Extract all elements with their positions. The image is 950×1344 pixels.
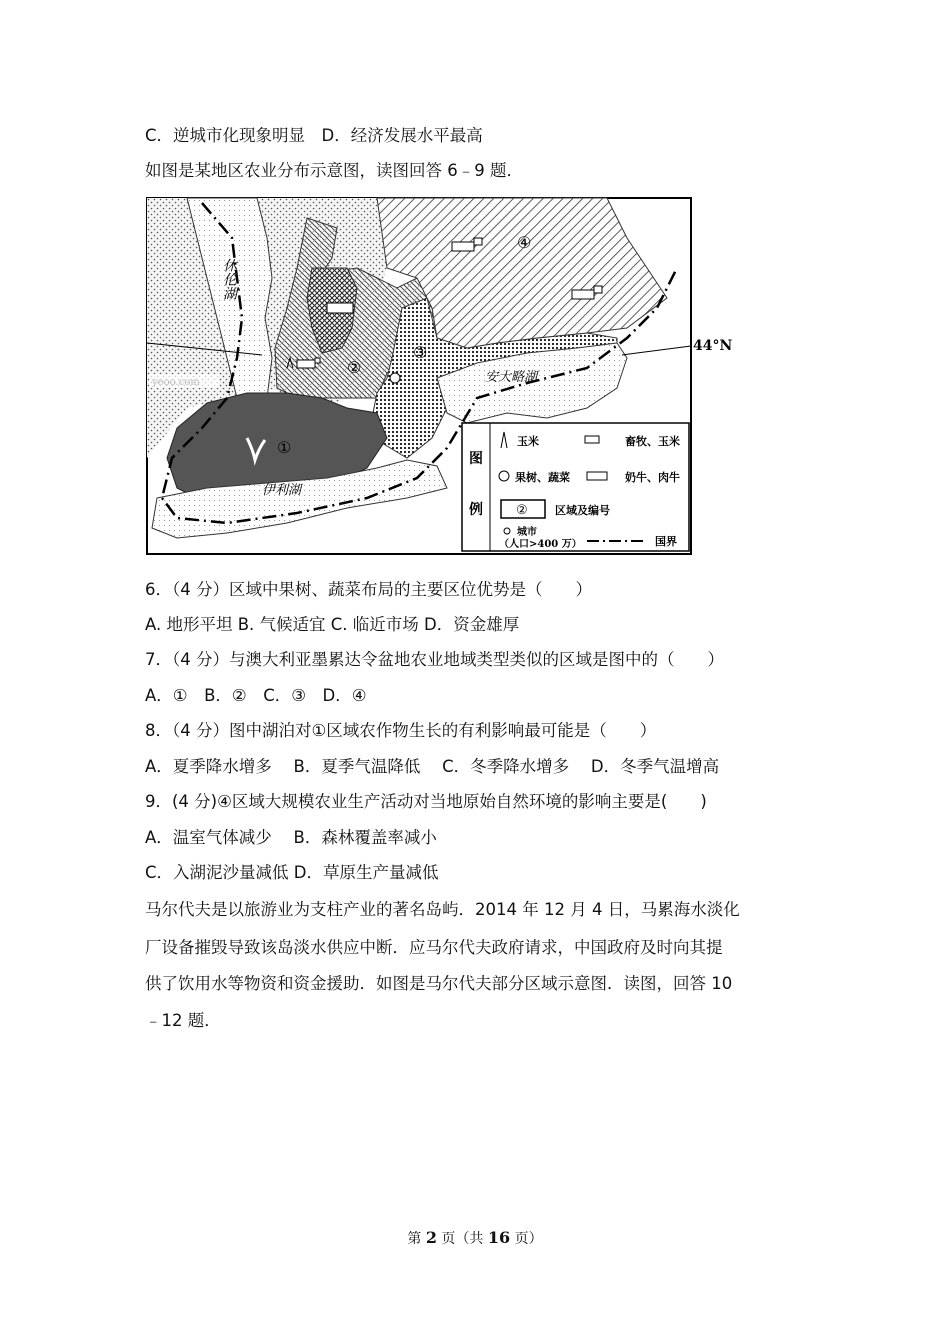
label-lake-ontario: 安大略湖 [485,370,538,385]
maldives-paragraph-3: 供了饮用水等物资和资金援助．如图是马尔代夫部分区域示意图．读图，回答 10 [145,974,733,993]
maldives-paragraph-1: 马尔代夫是以旅游业为支柱产业的著名岛屿．2014 年 12 月 4 日，马累海水淡化 [145,900,740,919]
question-9-options-cd: C．入湖泥沙量减低 D．草原生产量减低 [145,863,439,882]
legend-dairy-beef: 奶牛、肉牛 [625,471,680,484]
legend-border: 国界 [655,535,677,548]
question-8: 8．（4 分）图中湖泊对①区域农作物生长的有利影响最可能是（ ） [145,721,657,740]
question-7-options: A．① B．② C．③ D．④ [145,686,367,705]
fruit-icon [499,471,509,481]
question-9: 9．(4 分)④区域大规模农业生产活动对当地原始自然环境的影响主要是( ) [145,792,707,811]
legend [462,423,689,551]
livestock-corn-icon [585,436,599,443]
watermark-text: yeoo.com [152,377,200,388]
label-latitude: 44°N [693,338,733,354]
label-region-2: ② [347,358,362,377]
label-region-1: ① [277,438,292,457]
legend-fruit-veg: 果树、蔬菜 [515,471,570,484]
maldives-paragraph-2: 厂设备摧毁导致该岛淡水供应中断．应马尔代夫政府请求，中国政府及时向其提 [145,938,723,957]
legend-city: 城市 [517,527,537,538]
legend-title-2: 例 [469,502,483,518]
footer-pre: 第 [407,1231,426,1247]
option-line-c-d: C．逆城市化现象明显 D．经济发展水平最高 [145,126,483,145]
legend-region-sample: ② [516,503,528,518]
page-footer [0,1228,950,1248]
footer-post: 页） [510,1231,543,1247]
question-8-options: A．夏季降水增多 B．夏季气温降低 C．冬季降水增多 D．冬季气温增高 [145,757,720,776]
legend-corn: 玉米 [517,435,539,448]
legend-title-1: 图 [469,451,483,467]
question-9-options-ab: A．温室气体减少 B．森林覆盖率减小 [145,828,437,847]
maldives-paragraph-4: ﹣12 题． [145,1011,221,1030]
question-6: 6．（4 分）区域中果树、蔬菜布局的主要区位优势是（ ） [145,580,592,599]
label-region-4: ④ [517,233,532,252]
legend-region-no: 区域及编号 [555,504,610,517]
legend-city-pop: （人口>400 万） [499,539,582,550]
label-region-3: ③ [413,343,428,362]
city-symbol [390,373,400,383]
dairy-icon [587,472,607,480]
footer-page-number: 2 [425,1228,437,1247]
fruit-veg-symbol [327,303,353,313]
legend-livestock-corn: 畜牧、玉米 [625,435,680,448]
question-7: 7．（4 分）与澳大利亚墨累达令盆地农业地域类型类似的区域是图中的（ ） [145,650,724,669]
label-lake-erie: 伊利湖 [262,483,302,498]
question-6-options: A. 地形平坦 B. 气候适宜 C. 临近市场 D．资金雄厚 [145,615,520,634]
city-icon [504,528,510,534]
footer-mid: 页（共 [436,1231,488,1247]
intro-6-9: 如图是某地区农业分布示意图，读图回答 6﹣9 题． [145,161,523,180]
label-lake-huron: 休伦湖 [221,258,237,300]
agriculture-map [147,198,733,554]
footer-total-pages: 16 [487,1228,511,1247]
